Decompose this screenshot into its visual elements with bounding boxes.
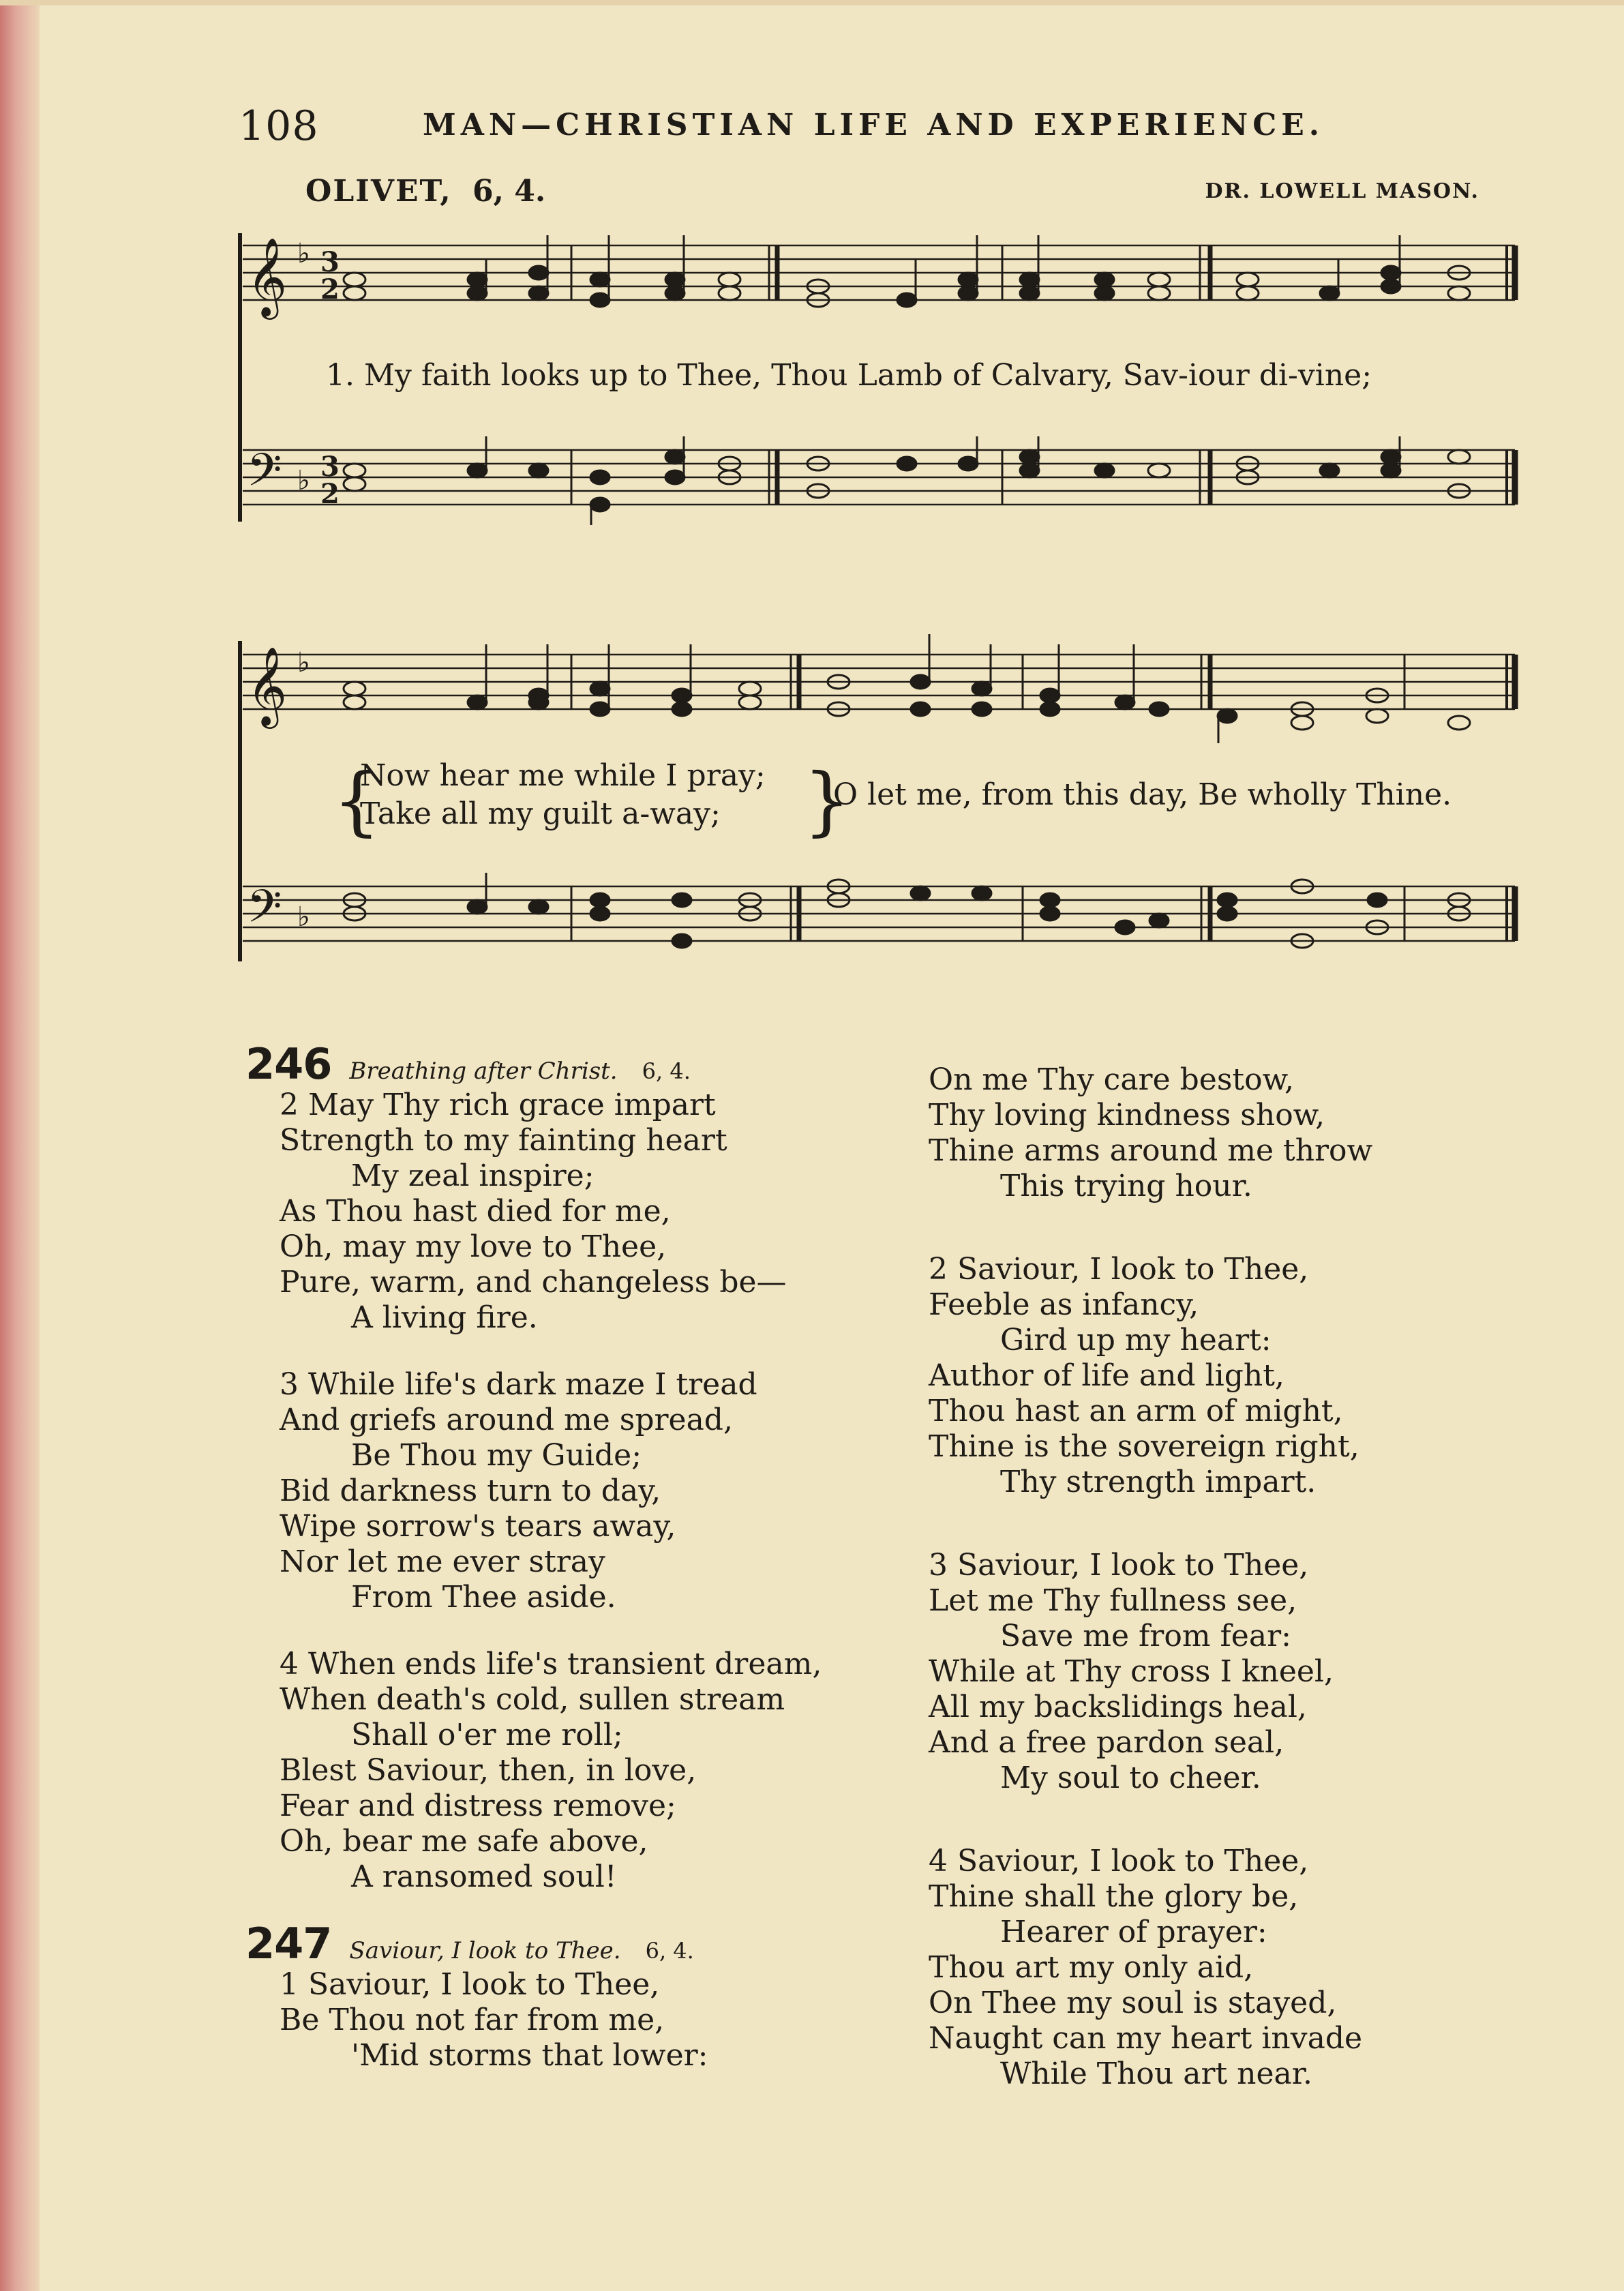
lyric-brace-right: } (803, 757, 851, 844)
verse-line: On Thee my soul is stayed, (929, 1986, 1337, 2020)
svg-text:♭: ♭ (297, 238, 310, 269)
verse-line: Thy loving kindness show, (929, 1098, 1325, 1133)
verse-line: My zeal inspire; (351, 1158, 595, 1193)
bass-staff-2 (243, 886, 1515, 941)
verse-line: 1 Saviour, I look to Thee, (280, 1967, 660, 2002)
tune-name: OLIVET, (305, 174, 452, 209)
verse-line: Thy strength impart. (1000, 1465, 1317, 1499)
bass-staff-1 (243, 450, 1515, 505)
verse-line: Be Thou my Guide; (351, 1438, 642, 1473)
verse-line: Thou hast an arm of might, (929, 1394, 1343, 1428)
verse-line: As Thou hast died for me, (280, 1194, 671, 1229)
treble-clef-icon: 𝄞 (247, 646, 288, 725)
verse-line: Gird up my heart: (1000, 1323, 1272, 1358)
svg-text:3: 3 (320, 246, 340, 278)
hymn-title: Breathing after Christ. (349, 1058, 618, 1085)
hymn-246-heading (245, 1039, 886, 1089)
svg-text:3: 3 (320, 451, 340, 483)
verse-line: A living fire. (351, 1300, 538, 1335)
verse-line: Wipe sorrow's tears away, (280, 1509, 676, 1544)
right-column (929, 1062, 1515, 2123)
verse-line: Thine is the sovereign right, (929, 1429, 1359, 1464)
verse-line: Feeble as infancy, (929, 1287, 1199, 1322)
verse-line: 3 Saviour, I look to Thee, (929, 1548, 1309, 1583)
hymn-number: 247 (245, 1919, 332, 1968)
lyric-brace-left: { (333, 757, 380, 844)
svg-text:2: 2 (320, 273, 340, 305)
svg-text:♭: ♭ (297, 647, 310, 678)
stanza (929, 1062, 1515, 1204)
verse-line: My soul to cheer. (1000, 1761, 1261, 1795)
music-score (0, 0, 1624, 995)
verse-line: Oh, may my love to Thee, (280, 1229, 667, 1264)
verse-line: 'Mid storms that lower: (351, 2038, 708, 2073)
verse-line: Thou art my only aid, (929, 1950, 1254, 1985)
verse-line: While Thou art near. (1000, 2056, 1312, 2091)
verse-line: And a free pardon seal, (929, 1725, 1284, 1760)
tune-meter: 6, 4. (472, 174, 546, 209)
verse-line: Be Thou not far from me, (280, 2003, 665, 2037)
verse-line: Fear and distress remove; (280, 1788, 676, 1823)
verse-line: 3 While life's dark maze I tread (280, 1367, 757, 1402)
treble-staff-2 (243, 655, 1515, 709)
verse-line: Thine arms around me throw (929, 1133, 1373, 1168)
composer: DR. LOWELL MASON. (1205, 179, 1479, 203)
verse-line: When death's cold, sullen stream (280, 1682, 785, 1717)
hymn-247-heading (245, 1919, 886, 1968)
verse-line: This trying hour. (1000, 1169, 1252, 1203)
lyric-system-2-line-1: Now hear me while I pray; (360, 758, 766, 793)
lyric-system-1: 1. My faith looks up to Thee, Thou Lamb of Calvary, Sav-iour di-vine; (326, 358, 1372, 393)
stanza (245, 1967, 886, 2073)
stanza (929, 1844, 1515, 2092)
verse-line: Oh, bear me safe above, (280, 1824, 648, 1859)
svg-text:♭: ♭ (297, 901, 310, 933)
stanza (280, 1647, 886, 1895)
running-head: MAN—CHRISTIAN LIFE AND EXPERIENCE. (423, 108, 1325, 143)
stanza (929, 1548, 1515, 1796)
verse-line: Thine shall the glory be, (929, 1879, 1299, 1914)
svg-text:♭: ♭ (297, 465, 310, 496)
page-number: 108 (239, 102, 319, 150)
stanza (929, 1252, 1515, 1500)
verse-line: Blest Saviour, then, in love, (280, 1753, 697, 1788)
verse-line: A ransomed soul! (351, 1859, 617, 1894)
verse-line: 4 Saviour, I look to Thee, (929, 1844, 1309, 1878)
verse-line: Save me from fear: (1000, 1619, 1291, 1653)
verse-line: From Thee aside. (351, 1580, 616, 1615)
hymn-meter: 6, 4. (642, 1058, 691, 1084)
stanza (280, 1088, 886, 1336)
verse-line: Hearer of prayer: (1000, 1915, 1267, 1949)
bass-clef-icon: 𝄢 (247, 880, 282, 944)
verse-line: Strength to my fainting heart (280, 1123, 727, 1158)
hymn-number: 246 (245, 1039, 332, 1089)
hymn-meter: 6, 4. (645, 1938, 694, 1964)
verse-line: 2 Saviour, I look to Thee, (929, 1252, 1309, 1287)
bass-clef-icon: 𝄢 (247, 444, 282, 507)
verse-line: Naught can my heart invade (929, 2021, 1363, 2056)
verse-line: On me Thy care bestow, (929, 1062, 1294, 1097)
verse-line: While at Thy cross I kneel, (929, 1654, 1334, 1689)
hymn-title: Saviour, I look to Thee. (349, 1937, 621, 1964)
treble-clef-icon: 𝄞 (247, 237, 288, 316)
left-column (245, 1039, 886, 2073)
verse-line: Pure, warm, and changeless be— (280, 1265, 787, 1300)
verse-line: Nor let me ever stray (280, 1544, 605, 1579)
verse-line: Shall o'er me roll; (351, 1718, 623, 1752)
verse-line: All my backslidings heal, (929, 1690, 1307, 1724)
lyric-system-2-refrain: O let me, from this day, Be wholly Thine. (833, 777, 1452, 812)
svg-text:2: 2 (320, 478, 340, 510)
verse-line: Author of life and light, (929, 1358, 1284, 1393)
lyric-system-2-line-2: Take all my guilt a-way; (360, 796, 721, 831)
verse-line: Bid darkness turn to day, (280, 1473, 661, 1508)
verse-line: And griefs around me spread, (280, 1403, 733, 1437)
verse-line: 4 When ends life's transient dream, (280, 1647, 822, 1681)
stanza (280, 1367, 886, 1615)
verse-line: Let me Thy fullness see, (929, 1583, 1297, 1618)
verse-line: 2 May Thy rich grace impart (280, 1088, 716, 1122)
